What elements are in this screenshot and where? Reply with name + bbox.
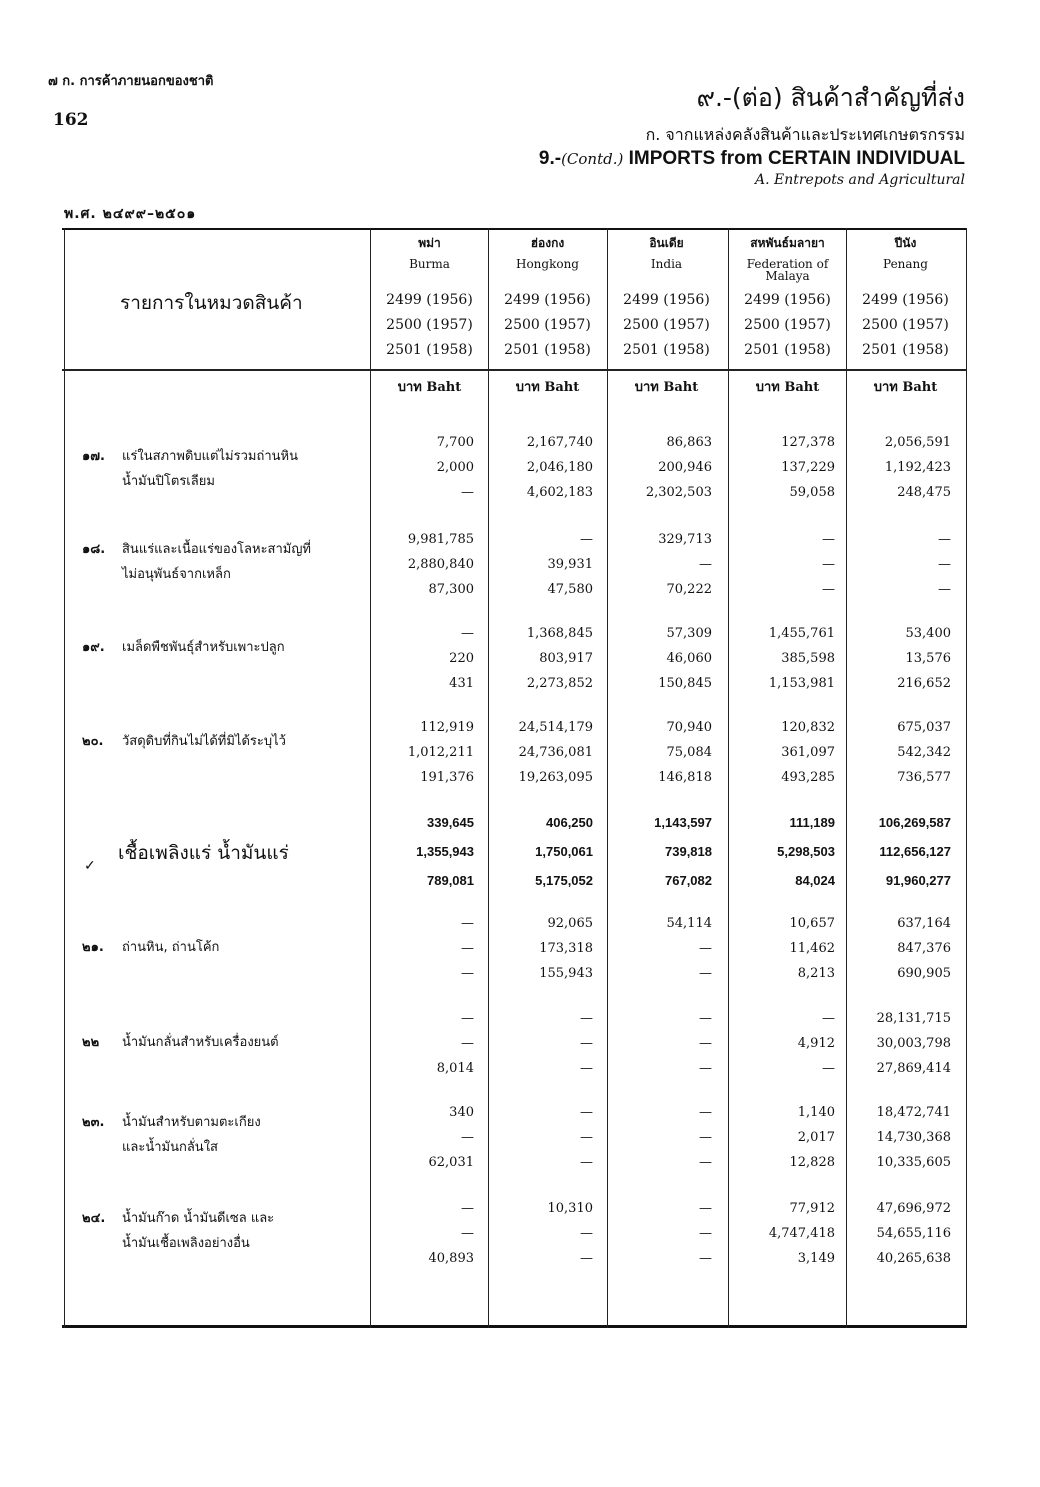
table-cell: 1,368,845 [526,626,593,641]
table-cell: 1,192,423 [884,460,951,475]
year-label: 2500 (1957) [623,317,710,333]
row-text: วัสดุดิบที่กินไม่ได้ที่มิได้ระบุไว้ [122,734,286,749]
title-en-contd: (Contd.) [561,150,624,168]
table-cell: — [461,485,474,500]
table-cell: — [699,1105,712,1120]
table-cell: — [822,1011,835,1026]
row-number: ๒๐. [82,734,104,749]
table-cell: 24,514,179 [518,720,593,735]
table-cell: 5,298,503 [777,844,835,859]
unit-label: บาท Baht [873,380,938,395]
table-cell: — [822,1061,835,1076]
column-header-english: Federation of Malaya [746,257,829,283]
page-number: 162 [53,110,89,130]
row-text: ไม่อนุพันธ์จากเหล็ก [122,567,231,582]
table-cell: 27,869,414 [876,1061,951,1076]
table-cell: — [699,1201,712,1216]
table-cell: — [461,1201,474,1216]
table-cell: 146,818 [658,770,712,785]
table-cell: 1,355,943 [416,844,474,859]
title-en-number: 9.- [538,148,562,169]
table-cell: 406,250 [546,815,593,830]
row-text: สินแร่และเนื้อแร่ของโลหะสามัญที่ [122,542,312,557]
year-label: 2499 (1956) [862,292,949,308]
table-cell: 40,893 [428,1251,474,1266]
row-number: ๑๗. [82,449,105,464]
table-cell: — [699,1226,712,1241]
table-cell: 1,012,211 [407,745,474,760]
title-english [539,148,965,170]
column-header-thai: ปีนัง [894,236,917,250]
table-cell: — [580,1036,593,1051]
table-cell: — [461,941,474,956]
table-cell: 13,576 [905,651,951,666]
table-cell: 70,222 [666,582,712,597]
table-cell: 62,031 [428,1155,474,1170]
table-cell: 19,263,095 [518,770,593,785]
table-cell: 91,960,277 [885,873,951,888]
table-cell: 30,003,798 [876,1036,951,1051]
table-cell: 28,131,715 [876,1011,951,1026]
column-header [489,234,606,270]
table-cell: — [699,1011,712,1026]
table-cell: 248,475 [897,485,951,500]
table-cell: — [461,1226,474,1241]
table-cell: — [699,1130,712,1145]
table-cell: — [699,1251,712,1266]
table-cell: 39,931 [547,557,593,572]
table-cell: 9,981,785 [407,532,474,547]
table-cell: — [461,1130,474,1145]
section-label: ๗ ก. การค้าภายนอกของชาติ [48,74,214,89]
table-cell: 137,229 [781,460,835,475]
year-label: 2501 (1958) [744,342,831,358]
row-text: น้ำมันก๊าด น้ำมันดีเซล และ [122,1211,275,1226]
table-cell: 2,880,840 [407,557,474,572]
year-label: 2499 (1956) [744,292,831,308]
subtitle-thai: ก. จากแหล่งคลังสินค้าและประเทศเกษตรกรรม [645,125,965,144]
table-cell: — [580,1105,593,1120]
year-label: 2499 (1956) [623,292,710,308]
table-cell: 173,318 [539,941,593,956]
table-cell: — [461,966,474,981]
row-label [82,537,311,587]
unit-label: บาท Baht [515,380,580,395]
table-cell: 637,164 [897,916,951,931]
subtitle-english: A. Entrepots and Agricultural [754,172,965,188]
column-header [729,234,846,282]
table-cell: — [938,582,951,597]
table-right-border [966,228,967,1328]
year-label: 2501 (1958) [623,342,710,358]
table-cell: 2,017 [797,1130,835,1145]
table-cell: — [580,1251,593,1266]
table-cell: 340 [449,1105,474,1120]
table-cell: — [461,1011,474,1026]
table-cell: 92,065 [547,916,593,931]
table-cell: 10,310 [547,1201,593,1216]
table-cell: 431 [449,676,474,691]
table-cell: 4,602,183 [526,485,593,500]
table-cell: 53,400 [905,626,951,641]
table-cell: — [580,1155,593,1170]
table-cell: 70,940 [666,720,712,735]
table-cell: 54,655,116 [876,1226,951,1241]
row-text: และน้ำมันกลั่นใส [122,1140,218,1155]
table-cell: 1,750,061 [535,844,593,859]
row-number: ๑๙. [82,640,105,655]
year-label: 2501 (1958) [386,342,473,358]
table-cell: 385,598 [781,651,835,666]
table-cell: 1,455,761 [768,626,835,641]
table-cell: 87,300 [428,582,474,597]
column-header-thai: ฮ่องกง [530,236,565,250]
table-cell: 54,114 [666,916,712,931]
table-cell: 46,060 [666,651,712,666]
table-cell: 127,378 [781,435,835,450]
table-cell: 739,818 [665,844,712,859]
year-label: 2500 (1957) [744,317,831,333]
table-cell: — [580,1061,593,1076]
table-cell: 47,696,972 [876,1201,951,1216]
table-cell: 736,577 [897,770,951,785]
table-cell: 40,265,638 [876,1251,951,1266]
table-cell: 106,269,587 [878,815,951,830]
row-label [82,1110,261,1160]
row-label [82,444,298,494]
year-label: 2501 (1958) [504,342,591,358]
unit-label: บาท Baht [755,380,820,395]
table-cell: 220 [449,651,474,666]
table-cell: — [580,532,593,547]
table-cell: 24,736,081 [518,745,593,760]
table-cell: 803,917 [539,651,593,666]
table-left-border [64,228,65,1328]
table-cell: 77,912 [789,1201,835,1216]
table-cell: 86,863 [666,435,712,450]
table-cell: 47,580 [547,582,593,597]
year-label: 2499 (1956) [504,292,591,308]
column-header-english: Hongkong [515,257,579,271]
row-text: น้ำมันสำหรับตามตะเกียง [122,1115,261,1130]
column-header [371,234,488,270]
table-cell: 155,943 [539,966,593,981]
table-cell: 18,472,741 [876,1105,951,1120]
table-cell: 2,302,503 [645,485,712,500]
row-number: ๒๔. [82,1211,106,1226]
row-text: น้ำมันปิโตรเลียม [122,474,215,489]
table-cell: 12,828 [789,1155,835,1170]
table-cell: — [461,1036,474,1051]
table-cell: 216,652 [897,676,951,691]
table-cell: — [580,1011,593,1026]
table-cell: — [580,1130,593,1145]
table-cell: 59,058 [789,485,835,500]
column-header-english: Penang [883,257,928,271]
table-cell: — [699,966,712,981]
column-header [847,234,964,270]
table-cell: 2,056,591 [884,435,951,450]
table-cell: 10,657 [789,916,835,931]
column-header-english: Burma [409,257,450,271]
table-cell: 767,082 [665,873,712,888]
table-cell: 361,097 [781,745,835,760]
table-cell: 4,912 [797,1036,835,1051]
table-cell: 112,919 [420,720,474,735]
table-cell: 2,046,180 [526,460,593,475]
row-text: แร่ในสภาพดิบแต่ไม่รวมถ่านหิน [122,449,298,464]
table-cell: 339,645 [427,815,474,830]
year-label: 2499 (1956) [386,292,473,308]
table-cell: 191,376 [420,770,474,785]
group-label: เชื้อเพลิงแร่ น้ำมันแร่ [118,842,289,864]
column-header-thai: สหพันธ์มลายา [750,236,825,250]
table-cell: 75,084 [666,745,712,760]
table-cell: 4,747,418 [768,1226,835,1241]
table-cell: 200,946 [658,460,712,475]
table-cell: — [822,532,835,547]
column-header-thai: พม่า [418,236,441,250]
header-rule [62,369,967,371]
row-text: น้ำมันกลั่นสำหรับเครื่องยนต์ [122,1035,279,1050]
table-cell: 789,081 [427,873,474,888]
table-cell: 5,175,052 [535,873,593,888]
stub-header: รายการในหมวดสินค้า [120,292,303,314]
row-label [82,935,219,960]
unit-label: บาท Baht [634,380,699,395]
table-cell: 3,149 [797,1251,835,1266]
row-number: ๒๑. [82,940,104,955]
year-label: 2501 (1958) [862,342,949,358]
table-cell: — [699,557,712,572]
table-cell: 57,309 [666,626,712,641]
table-cell: — [938,557,951,572]
table-cell: 8,213 [797,966,835,981]
column-header-thai: อินเดีย [649,236,684,250]
table-cell: 14,730,368 [876,1130,951,1145]
row-number: ๑๘. [82,542,106,557]
table-cell: 542,342 [897,745,951,760]
title-en-text: IMPORTS from CERTAIN INDIVIDUAL [623,148,965,169]
year-label: 2500 (1957) [386,317,473,333]
table-cell: 329,713 [658,532,712,547]
table-cell: 111,189 [789,815,835,830]
table-cell: 8,014 [436,1061,474,1076]
row-text: น้ำมันเชื้อเพลิงอย่างอื่น [122,1236,250,1251]
row-label [82,1030,279,1055]
table-cell: 1,153,981 [768,676,835,691]
column-header [608,234,725,270]
table-cell: 10,335,605 [876,1155,951,1170]
table-cell: — [580,1226,593,1241]
table-cell: — [938,532,951,547]
row-label [82,1206,274,1256]
table-cell: 150,845 [658,676,712,691]
table-cell: — [699,1036,712,1051]
table-cell: 11,462 [789,941,835,956]
year-label: 2500 (1957) [504,317,591,333]
table-cell: 2,000 [436,460,474,475]
table-cell: 2,273,852 [526,676,593,691]
year-label: 2500 (1957) [862,317,949,333]
table-cell: 7,700 [436,435,474,450]
table-cell: — [461,626,474,641]
table-cell: — [461,916,474,931]
table-cell: 84,024 [795,873,835,888]
table-cell: 675,037 [897,720,951,735]
table-cell: 1,143,597 [654,815,712,830]
unit-label: บาท Baht [397,380,462,395]
row-label [82,635,285,660]
table-cell: 493,285 [781,770,835,785]
table-cell: 1,140 [797,1105,835,1120]
row-label [82,729,286,754]
table-cell: 2,167,740 [526,435,593,450]
column-header-english: India [650,257,683,271]
table-cell: 847,376 [897,941,951,956]
period-label: พ.ศ. ๒๔๙๙–๒๕๐๑ [64,206,197,222]
check-mark: ✓ [84,858,96,874]
table-cell: — [699,1061,712,1076]
row-text: เมล็ดพืชพันธุ์สำหรับเพาะปลูก [122,640,285,655]
row-number: ๒๒ [82,1035,100,1050]
row-text: ถ่านหิน, ถ่านโค้ก [122,940,220,955]
table-cell: — [822,582,835,597]
table-cell: — [822,557,835,572]
title-thai: ๙.-(ต่อ) สินค้าสำคัญที่ส่ง [696,83,965,112]
table-cell: — [699,1155,712,1170]
table-cell: 690,905 [897,966,951,981]
row-number: ๒๓. [82,1115,105,1130]
table-cell: 112,656,127 [879,844,951,859]
table-cell: — [699,941,712,956]
table-cell: 120,832 [781,720,835,735]
